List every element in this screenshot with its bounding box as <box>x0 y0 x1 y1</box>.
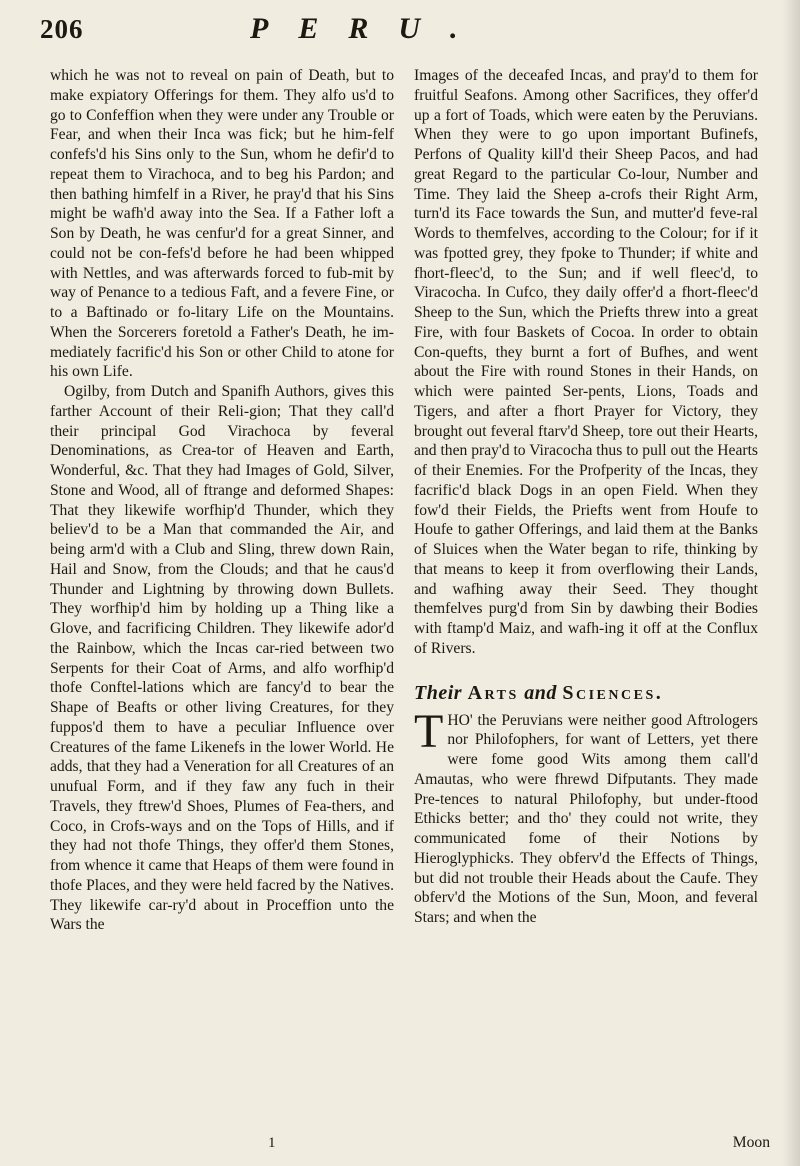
section-heading-arts: Arts <box>467 681 519 704</box>
left-paragraph-2: Ogilby, from Dutch and Spanifh Authors, gives this farther Account of their Reli-gion; That they call'd their principal God Virachoca by feveral Denominations, as Crea-tor of Heaven and Earth, Wonderful, &c. That they had Images of Gold, Silver, Stone and Wood, all of ftrange and deformed Shapes: That they likewife worfhip'd Thunder, which they believ'd to be a Man that commanded the Air, and being arm'd with a Club and Sling, threw down Rain, Hail and Snow, from the Clouds; and that he caus'd Thunder and Lightning by throwing down Bullets. They worfhip'd him by holding up a Thing like a Glove, and facrificing Children. They likewife ador'd the Rainbow, which the Incas car-ried between two Serpents for their Coat of Arms, and alfo worfhip'd thofe Conftel-lations which are fancy'd to bear the Shape of Beafts or other living Creatures, for they fuppos'd them to have a peculiar Influence over Creatures of the fame Likenefs in the lower World. He adds, that they had a Veneration for all Creatures of an unufual Form, and if they faw any fuch in their Travels, they ftrew'd Shoes, Plumes of Fea-thers, and Coco, in Crofs-ways and on the Tops of Hills, and if they had not thofe Things, they offer'd them Stones, from whence it came that Heaps of them were found in thofe Places, and they were held facred by the Natives. They likewife car-ry'd about in Proceffion unto the Wars the <box>50 383 394 934</box>
section-heading-their: Their <box>414 681 463 704</box>
section-heading-and: and <box>524 681 557 704</box>
page-header <box>40 8 780 58</box>
right-column <box>414 66 758 928</box>
catchword: Moon <box>732 1134 770 1151</box>
left-column <box>50 66 394 935</box>
drop-cap: T <box>414 704 444 758</box>
section-paragraph-text: HO' the Peruvians were neither good Aftrologers nor Philofophers, for want of Letters, yet there were fome good Wits among them call'd Amautas, who were fhrewd Difputants. They made Pre-tences to natural Philofophy, but under-ftood Ethicks better; and tho' they could not write, they communicated fome of their Notions by Hieroglyphicks. They obferv'd the Effects of Things, but did not trouble their Heads about the Caufe. They obferv'd the Motions of the Sun, Moon, and feveral Stars; and when the <box>414 711 758 926</box>
page-number: 206 <box>40 14 84 44</box>
page-edge-shadow <box>782 0 800 1166</box>
left-paragraph-1: which he was not to reveal on pain of Death, but to make expiatory Offerings for them. They alfo us'd to go to Confeffion when they were under any Trouble or Fear, and when their Inca was fick; but he him-felf confefs'd his Sins only to the Sun, whom he defir'd to repeat them to Virachoca, and to beg his Pardon; and then bathing himfelf in a River, he pray'd that his Sins might be wafh'd away into the Sea. If a Father loft a Son by Death, he was cenfur'd for a great Sinner, and could not be con-fefs'd before he had been whipped with Nettles, and was afterwards forced to fub-mit by way of Penance to a tedious Faft, and a fevere Fine, or to a Baftinado or fo-litary Life on the Mountains. When the Sorcerers foretold a Father's Death, he im-mediately facrific'd his Son or other Child to atone for his own Life. <box>50 67 394 381</box>
right-paragraph-1: Images of the deceafed Incas, and pray'd to them for fruitful Seafons. Among other Sacrifices, they offer'd up a fort of Toads, which were eaten by the Peruvians. When they were to go upon important Bufinefs, Perfons of Quality kill'd their Sheep Pacos, and had great Regard to the particular Co-lour, Number and Time. They laid the Sheep a-crofs their Right Arm, turn'd its Face towards the Sun, and mutter'd feve-ral Words to themfelves, according to the Colour; for if it was fpotted grey, they fpoke to Thunder; if white and fhort-fleec'd, to the Sun; and if well fleec'd, to Viracocha. In Cufco, they daily offer'd a fhort-fleec'd Sheep to the Sun, which the Priefts threw into a great Fire, with four Baskets of Cocoa. In order to obtain Con-quefts, they burnt a fort of Bufhes, and went about the Fire with round Stones in their Hands, on which were painted Ser-pents, Lions, Toads and Tigers, and after a fhort Prayer for Victory, they brought out feveral ftarv'd Sheep, tore out their Hearts, and then pray'd to Viracocha thus to pull out the Hearts of their Enemies. For the Profperity of the Incas, they facrific'd black Dogs in an open Field. When they fow'd their Fields, the Priefts went from Houfe to Houfe to gather Offerings, and laid them at the Banks of Sluices when the Water began to rife, thinking by that means to keep it from overflowing their Lands, and wafhing away their Seed. They thought themfelves purg'd from Sin by dawbing their Bodies with ftamp'd Maiz, and wafh-ing it off at the Conflux of Rivers. <box>414 67 758 657</box>
running-head: PERU. <box>250 12 488 45</box>
section-paragraph <box>414 704 758 928</box>
signature-mark: 1 <box>268 1135 276 1151</box>
section-heading <box>414 681 758 705</box>
section-heading-sciences: Sciences. <box>562 681 664 704</box>
